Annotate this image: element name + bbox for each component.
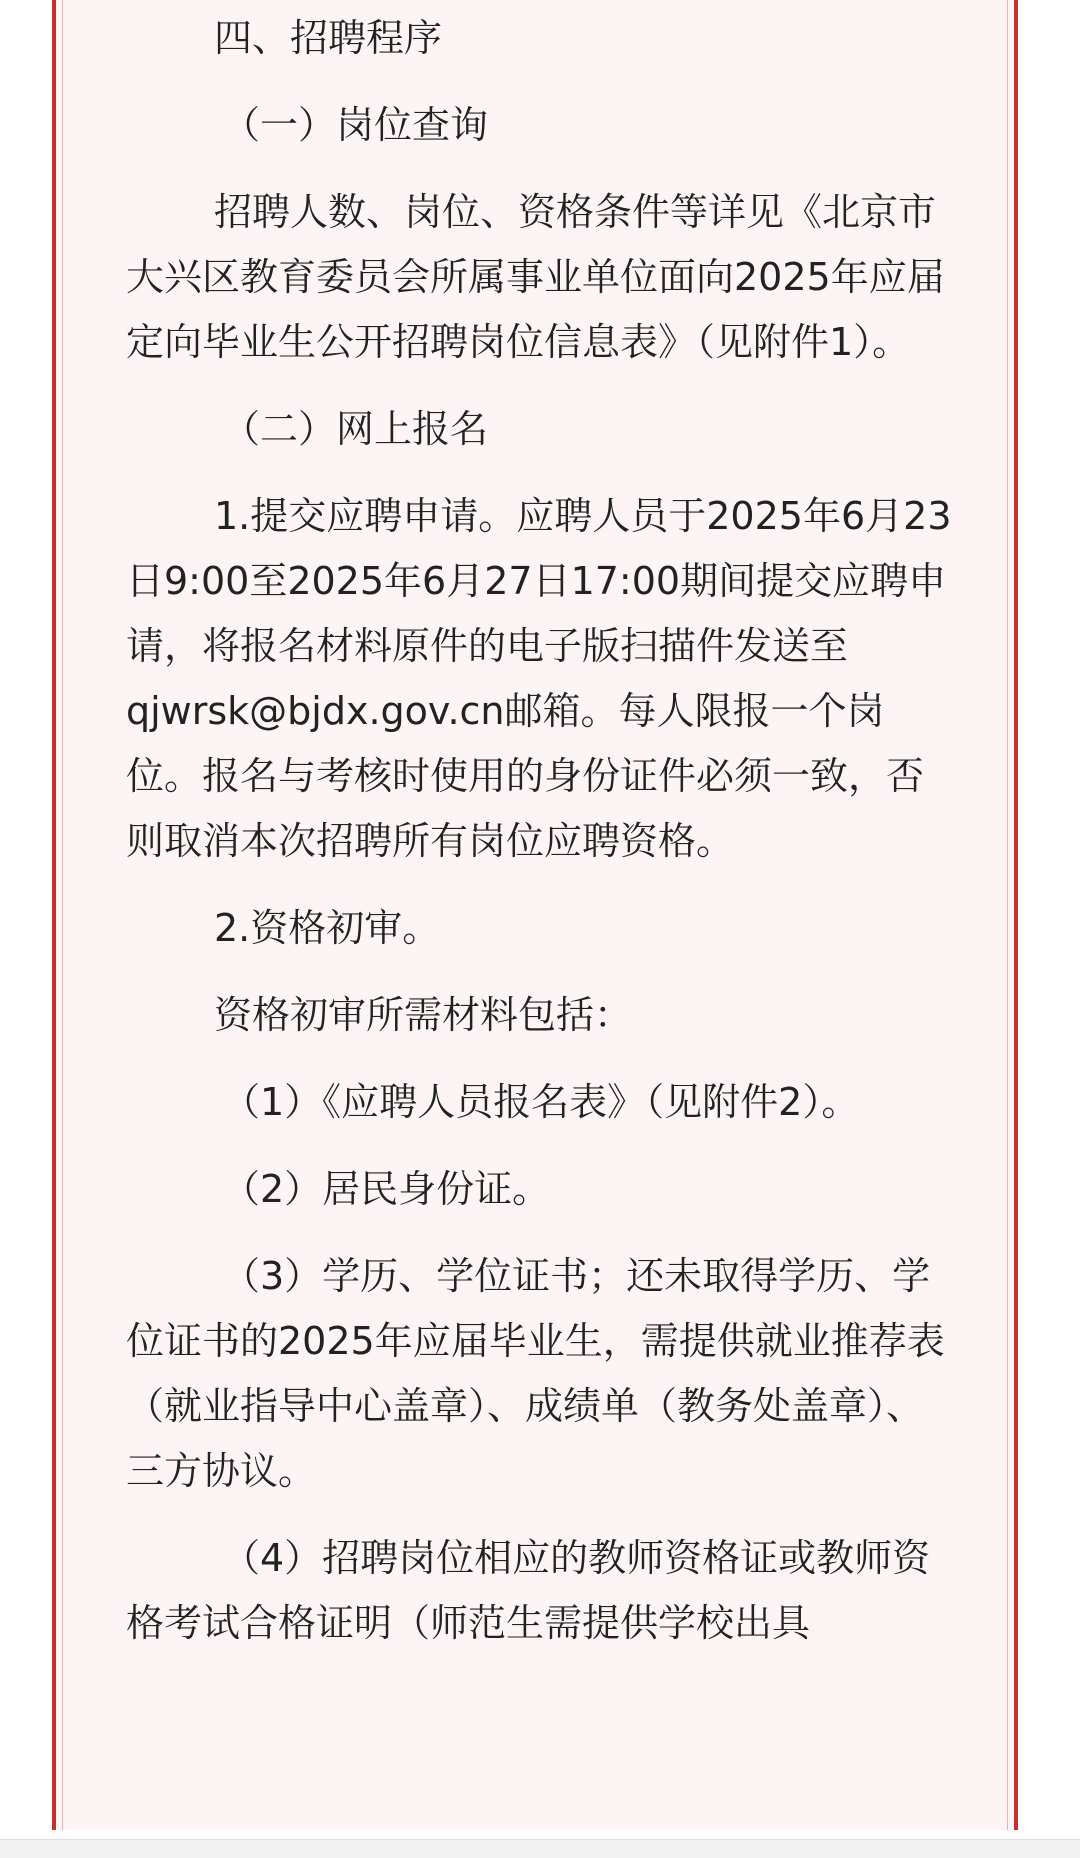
subsection-title-position-query: （一）岗位查询 <box>222 103 489 147</box>
paragraph-submit-application: 1.提交应聘申请。应聘人员于2025年6月23日9:00至2025年6月27日17:00期间提交应聘申请，将报名材料原件的电子版扫描件发送至qjwrsk@bjdx.gov.cn邮箱。每人限报一个岗位。报名与考核时使用的身份证件必须一致，否则取消本次招聘所有岗位应聘资格。 <box>126 494 952 863</box>
material-item-1: （1）《应聘人员报名表》（见附件2）。 <box>222 1080 860 1124</box>
bottom-bar <box>0 1839 1080 1858</box>
material-item-4: （4）招聘岗位相应的教师资格证或教师资格考试合格证明（师范生需提供学校出具 <box>126 1536 931 1645</box>
document-body <box>126 0 956 1656</box>
paragraph-qualification-review: 2.资格初审。 <box>214 906 441 950</box>
section-title: 四、招聘程序 <box>214 16 443 60</box>
paragraph-position-query: 招聘人数、岗位、资格条件等详见《北京市大兴区教育委员会所属事业单位面向2025年应届定向毕业生公开招聘岗位信息表》（见附件1）。 <box>126 190 945 364</box>
paragraph-materials-intro: 资格初审所需材料包括： <box>214 993 633 1037</box>
material-item-3: （3）学历、学位证书；还未取得学历、学位证书的2025年应届毕业生，需提供就业推荐表（就业指导中心盖章）、成绩单（教务处盖章）、三方协议。 <box>126 1254 945 1493</box>
subsection-title-online-registration: （二）网上报名 <box>222 407 489 451</box>
material-item-2: （2）居民身份证。 <box>222 1167 551 1211</box>
